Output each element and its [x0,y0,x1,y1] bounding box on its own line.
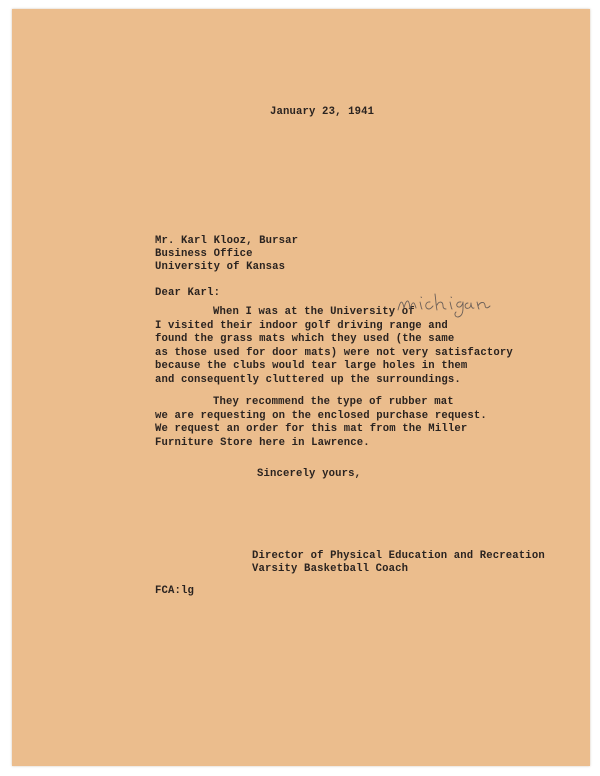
recipient-name-line: Mr. Karl Klooz, Bursar [155,235,299,247]
handwritten-michigan [394,288,494,318]
paragraph1-line: found the grass mats which they used (the same [155,333,455,345]
paragraph1-line: and consequently cluttered up the surroundings. [155,374,461,386]
signature-title-line: Director of Physical Education and Recreation [252,550,545,562]
closing: Sincerely yours, [257,468,362,480]
paragraph2-line: Furniture Store here in Lawrence. [155,437,370,449]
paragraph2-line: we are requesting on the enclosed purchase request. [155,410,487,422]
recipient-university-line: University of Kansas [155,261,286,273]
paragraph1-line: When I was at the University of [213,306,415,318]
paragraph1-line: because the clubs would tear large holes in them [155,360,468,372]
typist-initials: FCA:lg [155,585,195,597]
paragraph1-line: as those used for door mats) were not very satisfactory [155,347,513,359]
paragraph1-line: I visited their indoor golf driving range and [155,320,448,332]
recipient-office-line: Business Office [155,248,253,260]
signature-coach-line: Varsity Basketball Coach [252,563,409,575]
salutation: Dear Karl: [155,287,221,299]
paragraph2-line: We request an order for this mat from the Miller [155,423,468,435]
letter-date: January 23, 1941 [270,106,375,118]
paragraph2-line: They recommend the type of rubber mat [213,396,454,408]
letter-page [12,9,590,766]
